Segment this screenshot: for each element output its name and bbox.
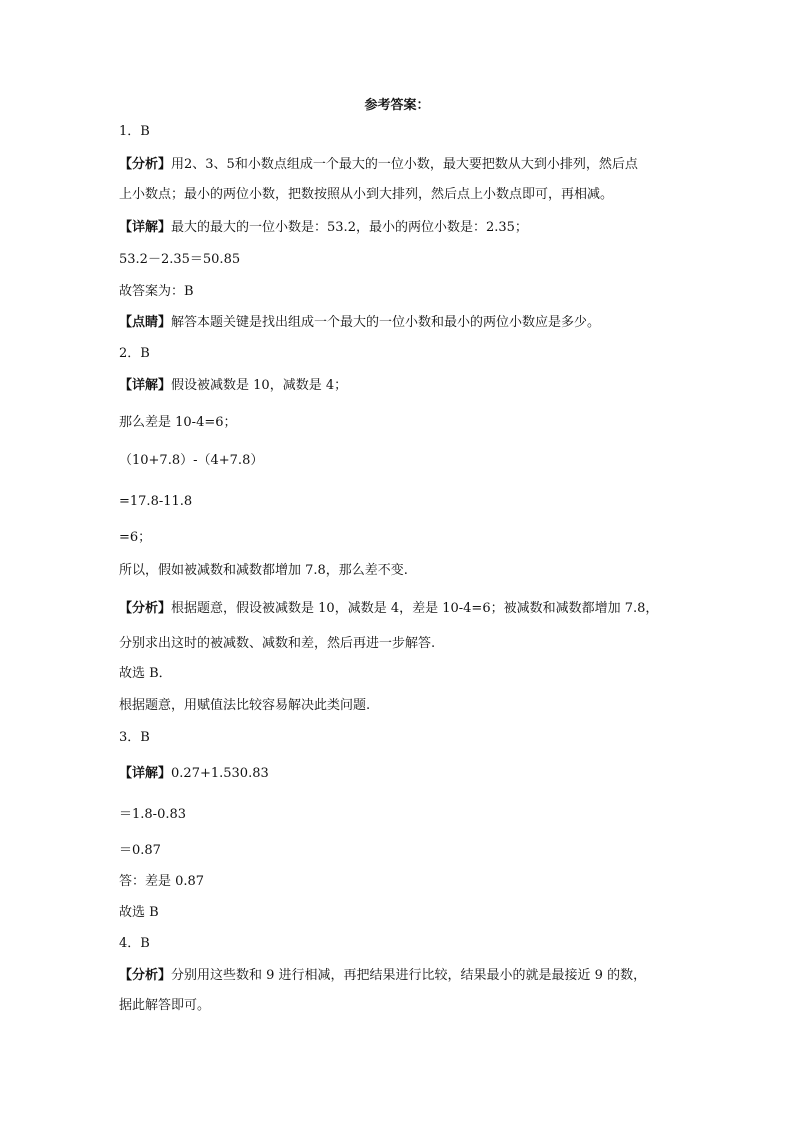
- line-text: 用2、3、5和小数点组成一个最大的一位小数，最大要把数从大到小排列，然后点: [171, 157, 638, 172]
- line-text: 分别求出这时的被减数、减数和差，然后再进一步解答.: [119, 636, 436, 651]
- line-text: 上小数点；最小的两位小数，把数按照从小到大排列，然后点上小数点即可，再相减。: [119, 187, 614, 202]
- line-tag: 【详解】: [119, 766, 172, 781]
- line-tag: 【点睛】: [119, 315, 172, 330]
- answer-line-21: [119, 805, 679, 825]
- answer-line-2: [119, 155, 679, 175]
- answer-line-14: [119, 561, 679, 581]
- line-tag: 【分析】: [119, 968, 172, 983]
- answer-line-9: [119, 376, 679, 396]
- answer-line-1: [119, 122, 679, 142]
- answer-line-25: [119, 934, 679, 954]
- line-text: 据此解答即可。: [119, 998, 211, 1013]
- answer-line-19: [119, 728, 679, 748]
- line-tag: 【详解】: [119, 378, 172, 393]
- line-text: ＝1.8-0.83: [119, 807, 187, 822]
- line-text: 故答案为：B: [119, 284, 194, 299]
- line-text: 0.27+1.530.83: [171, 766, 269, 781]
- answer-line-27: [119, 996, 679, 1016]
- line-text: 3．B: [119, 730, 150, 745]
- page-title: 参考答案：: [364, 98, 430, 113]
- line-text: 故选 B．: [119, 666, 172, 681]
- line-text: （10+7.8）-（4+7.8）: [119, 453, 264, 468]
- line-text: 根据题意，假设被减数是 10，减数是 4，差是 10-4=6；被减数和减数都增加 7.8，: [171, 601, 659, 616]
- line-text: 2．B: [119, 346, 150, 361]
- answer-line-3: [119, 185, 679, 205]
- line-tag: 【分析】: [119, 157, 172, 172]
- answer-line-13: [119, 528, 679, 548]
- answer-line-18: [119, 696, 679, 716]
- answer-line-4: [119, 218, 679, 238]
- line-text: 那么差是 10-4=6；: [119, 415, 237, 430]
- answer-line-7: [119, 313, 679, 333]
- answer-line-5: [119, 250, 679, 270]
- line-text: 假设被减数是 10，减数是 4；: [171, 378, 348, 393]
- line-text: 答：差是 0.87: [119, 874, 205, 889]
- answer-line-20: [119, 764, 679, 784]
- answer-line-26: [119, 966, 679, 986]
- line-tag: 【详解】: [119, 220, 172, 235]
- line-tag: 【分析】: [119, 601, 172, 616]
- line-text: 53.2－2.35＝50.85: [119, 252, 241, 267]
- answer-line-10: [119, 413, 679, 433]
- answer-line-8: [119, 344, 679, 364]
- answer-line-12: [119, 492, 679, 512]
- line-text: 分别用这些数和 9 进行相减，再把结果进行比较，结果最小的就是最接近 9 的数，: [171, 968, 647, 983]
- line-text: ＝0.87: [119, 843, 161, 858]
- answer-line-17: [119, 664, 679, 684]
- line-text: 所以，假如被减数和减数都增加 7.8，那么差不变.: [119, 563, 408, 578]
- line-text: 解答本题关键是找出组成一个最大的一位小数和最小的两位小数应是多少。: [171, 315, 601, 330]
- answer-line-22: [119, 841, 679, 861]
- line-text: =17.8-11.8: [119, 494, 193, 509]
- line-text: =6；: [119, 530, 152, 545]
- line-text: 4．B: [119, 936, 150, 951]
- answer-line-15: [119, 599, 679, 619]
- line-text: 1．B: [119, 124, 150, 139]
- line-text: 故选 B: [119, 905, 159, 920]
- answer-line-11: [119, 451, 679, 471]
- answer-line-24: [119, 903, 679, 923]
- answer-line-16: [119, 634, 679, 654]
- answer-line-6: [119, 282, 679, 302]
- line-text: 根据题意，用赋值法比较容易解决此类问题.: [119, 698, 371, 713]
- line-text: 最大的最大的一位小数是：53.2，最小的两位小数是：2.35；: [171, 220, 528, 235]
- answer-line-23: [119, 872, 679, 892]
